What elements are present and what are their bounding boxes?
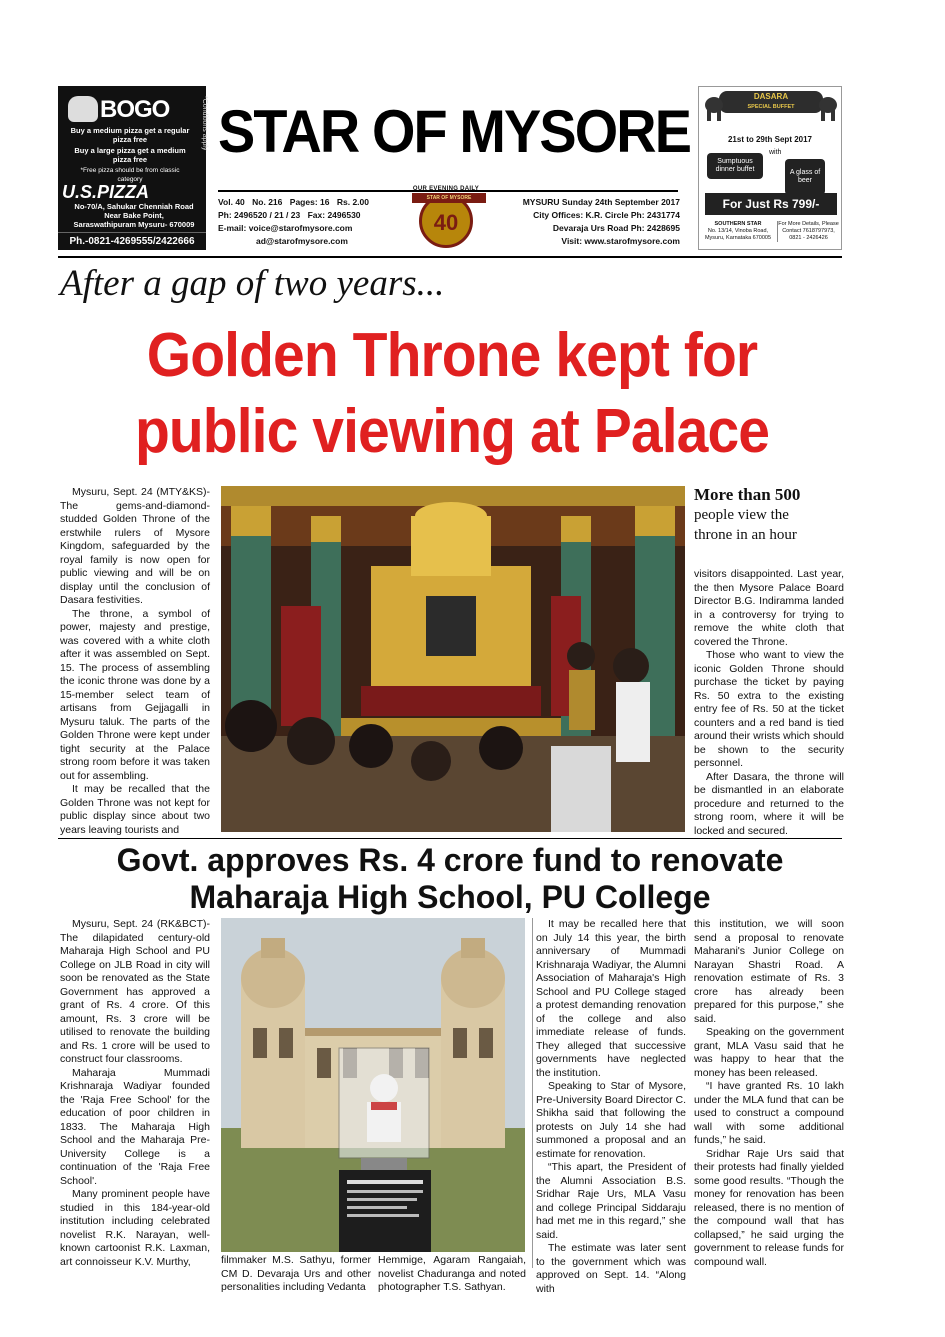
emblem-ribbon: STAR OF MYSORE — [412, 193, 486, 203]
golden-throne-photo — [221, 486, 685, 832]
beer-mug-icon: A glass of beer — [785, 159, 825, 195]
second-column-3 — [378, 1254, 526, 1295]
ad-conditions: *Conditions apply — [201, 96, 208, 151]
cover-price: Rs. 2.00 — [336, 197, 369, 207]
masthead-bottom-rule — [58, 256, 842, 258]
second-paragraph: Speaking to Star of Mysore, Pre-University Board Director C. Shikha said that following the protests on July 14 she had summoned a proposal and an estimate for renovation. — [536, 1080, 686, 1160]
second-paragraph: The estimate was later sent to the government which was approved on Sept. 14. “Along with — [536, 1242, 686, 1295]
second-column-4 — [536, 918, 686, 1296]
evening-daily-label: OUR EVENING DAILY — [412, 186, 480, 192]
lead-sidehead — [694, 485, 854, 545]
issue-number: No. 216 — [252, 197, 283, 207]
anniversary-logo — [400, 186, 492, 258]
lead-paragraph: Those who want to view the iconic Golden Throne should purchase the ticket by paying Rs. 50 extra to the existing entry fee of Rs. 50 at the ticket counters and a red band is tied around their wrists which should be shown to the security personnel. — [694, 649, 844, 769]
lead-paragraph: Mysuru, Sept. 24 (MTY&KS)- The gems-and-diamond-studded Golden Throne of the erstwhile rulers of Mysore Kingdom, safeguarded by the royal family is now open for public viewing and will be on display until the conclusion of Dasara festivities. — [60, 486, 210, 606]
second-column-5 — [694, 918, 844, 1269]
second-paragraph: Hemmige, Agaram Rangaiah, novelist Chaduranga and noted photographer T.S. Sathyan. — [378, 1254, 526, 1293]
second-paragraph: Mysuru, Sept. 24 (RK&BCT)- The dilapidated century-old Maharaja High School and PU College on JLB Road in city will soon be renovated as the State Government has approved a grant of Rs. 4 crore. Of this amount, Rs. 3 crore will be utilised to renovate the building and Rs. 1 crore will be used to construct four classrooms. — [60, 918, 210, 1065]
second-paragraph: “I have granted Rs. 10 lakh under the MLA fund that can be used to construct a compound wall with some additional funds,” he said. — [694, 1080, 844, 1146]
second-paragraph: filmmaker M.S. Sathyu, former CM D. Devaraja Urs and other personalities including Vedanta — [221, 1254, 371, 1293]
second-paragraph: Speaking on the government grant, MLA Vasu said that he was happy to hear that the money has been released. — [694, 1026, 844, 1079]
page-count: Pages: 16 — [289, 197, 330, 207]
lead-kicker: After a gap of two years... — [60, 263, 445, 304]
email-voice[interactable]: E-mail: voice@starofmysore.com — [218, 223, 353, 233]
phone: Ph: 2496520 / 21 / 23 — [218, 210, 301, 220]
second-paragraph: Maharaja Mummadi Krishnaraja Wadiyar founded the 'Raja Free School' for the education of poor children in 1833. The Maharaja High School and the Maharaja Pre-University College is a continuation of the 'Raja Free School'. — [60, 1066, 210, 1187]
us-pizza-logo: U.S.PIZZA — [62, 182, 150, 202]
venue — [703, 221, 773, 242]
lead-headline-line-2: public viewing at Palace — [134, 397, 770, 466]
second-paragraph: Many prominent people have studied in this 184-year-old institution including celebrated novelist R.K. Narayan, well-known cartoonist R.K. Laxman, art connoisseur K.V. Murthy, — [60, 1188, 210, 1268]
dasara-banner — [719, 91, 823, 113]
buffet-label: Sumptuous dinner buffet — [707, 153, 763, 179]
elephant-icon — [817, 91, 839, 125]
ad-offer-2: Buy a large pizza get a medium pizza free — [74, 146, 186, 164]
dateline-info — [494, 196, 680, 248]
second-paragraph: “This apart, the President of the Alumni Association B.S. Sridhar Raje Urs, MLA Vasu and college Principal Siddaraju had met me in this regard,” she said. — [536, 1161, 686, 1241]
column-rule — [532, 918, 533, 1268]
sidehead-line-3: throne in an hour — [694, 527, 797, 543]
devaraja-office: Devaraja Urs Road Ph: 2428695 — [552, 223, 680, 233]
school-building-image — [221, 918, 525, 1252]
sidehead-line-2: people view the — [694, 507, 789, 523]
venue-address: No. 13/14, Vinoba Road, Mysuru, Karnataka 670005 — [704, 228, 772, 241]
second-paragraph: Sridhar Raje Urs said that their protests had finally yielded some good results. “Though the money for renovation has been released, there is no mention of the compound wall that has collapsed,” he said urging the government to release funds for compound wall. — [694, 1147, 844, 1268]
venue-name: SOUTHERN STAR — [714, 221, 762, 227]
ad-offer-1: Buy a medium pizza get a regular pizza free — [70, 126, 190, 144]
with-label: with — [769, 149, 782, 156]
bogo-pizza-ad[interactable] — [58, 86, 206, 250]
issue-info — [218, 196, 398, 248]
city-offices: City Offices: K.R. Circle Ph: 2431774 — [533, 210, 680, 220]
lead-headline — [91, 318, 812, 470]
dasara-label: DASARA — [753, 92, 789, 101]
website[interactable]: Visit: www.starofmysore.com — [561, 236, 680, 246]
ad-offer-3: *Free pizza should be from classic category — [80, 167, 180, 183]
fax: Fax: 2496530 — [307, 210, 361, 220]
second-paragraph: this institution, we will soon send a proposal to renovate Maharani's Junior College on Narayan Shastri Road. A renovation estimate of Rs. 3 crore has already been prepared for this purpose,” she said. — [694, 918, 844, 1025]
elephant-icon — [703, 91, 725, 125]
ad-address: No-70/A, Sahukar Chenniah Road Near Bake Point, Saraswathipuram Mysuru- 670009 — [73, 202, 195, 229]
bogo-brand: BOGO — [100, 96, 170, 123]
lead-column-2 — [694, 568, 844, 838]
lead-paragraph: It may be recalled that the Golden Throne was not kept for public display since about two years leaving tourists and — [60, 783, 210, 836]
dasara-buffet-ad[interactable] — [698, 86, 842, 250]
second-headline-line-2: Maharaja High School, PU College — [189, 879, 711, 915]
ad-phone: Ph.-0821-4269555/2422666 — [58, 232, 206, 250]
newspaper-title: STAR OF MYSORE — [218, 98, 691, 165]
star-emblem-icon — [419, 194, 473, 248]
lead-column-1 — [60, 486, 210, 837]
second-paragraph: It may be recalled here that on July 14 this year, the birth anniversary of Mummadi Krishnaraja Wadiyar, the Alumni Association of Maharaja's High School and PU College staged a protest demanding renovation of the college and also immediate release of funds. They alleged that successive governments have neglected the institution. — [536, 918, 686, 1079]
bogo-logo — [62, 92, 202, 123]
email-ad[interactable]: ad@starofmysore.com — [256, 236, 348, 246]
lead-paragraph: visitors disappointed. Last year, the then Mysore Palace Board Director B.G. Indiramma landed in a controversy for trying to remove the white cloth that covered the Throne. — [694, 568, 844, 648]
lead-headline-line-1: Golden Throne kept for — [146, 321, 758, 390]
second-column-2 — [221, 1254, 371, 1295]
anniversary-number: 40 — [433, 210, 459, 235]
second-headline — [58, 842, 842, 916]
lead-paragraph: The throne, a symbol of power, majesty and prestige, was covered with a white cloth after it was assembled on Sept. 15. The process of assembling the iconic throne was done by a 15-member select team of artisans from Gejjagalli in Mysuru taluk. The parts of the Golden Throne were kept under tight security at the Palace strong room before it was taken out for assembling. — [60, 607, 210, 782]
volume: Vol. 40 — [218, 197, 245, 207]
dateline: MYSURU Sunday 24th September 2017 — [522, 197, 680, 207]
lead-paragraph: After Dasara, the throne will be dismantled in an elaborate procedure and returned to the strong room, where it will be locked and secured. — [694, 770, 844, 837]
offer-price: For Just Rs 799/- — [705, 193, 837, 215]
throne-hall-image — [221, 486, 685, 832]
story-divider — [58, 838, 842, 839]
fist-icon — [68, 96, 98, 122]
special-buffet-label: SPECIAL BUFFET — [747, 104, 795, 110]
sidehead-line-1: More than 500 — [694, 485, 801, 504]
second-column-1 — [60, 918, 210, 1269]
offer-dates: 21st to 29th Sept 2017 — [727, 135, 813, 144]
second-headline-line-1: Govt. approves Rs. 4 crore fund to renovate — [116, 842, 784, 878]
contact: For More Details, Please Contact 7618797973, 0821 - 2426426 — [778, 221, 839, 241]
maharaja-school-photo — [221, 918, 525, 1252]
